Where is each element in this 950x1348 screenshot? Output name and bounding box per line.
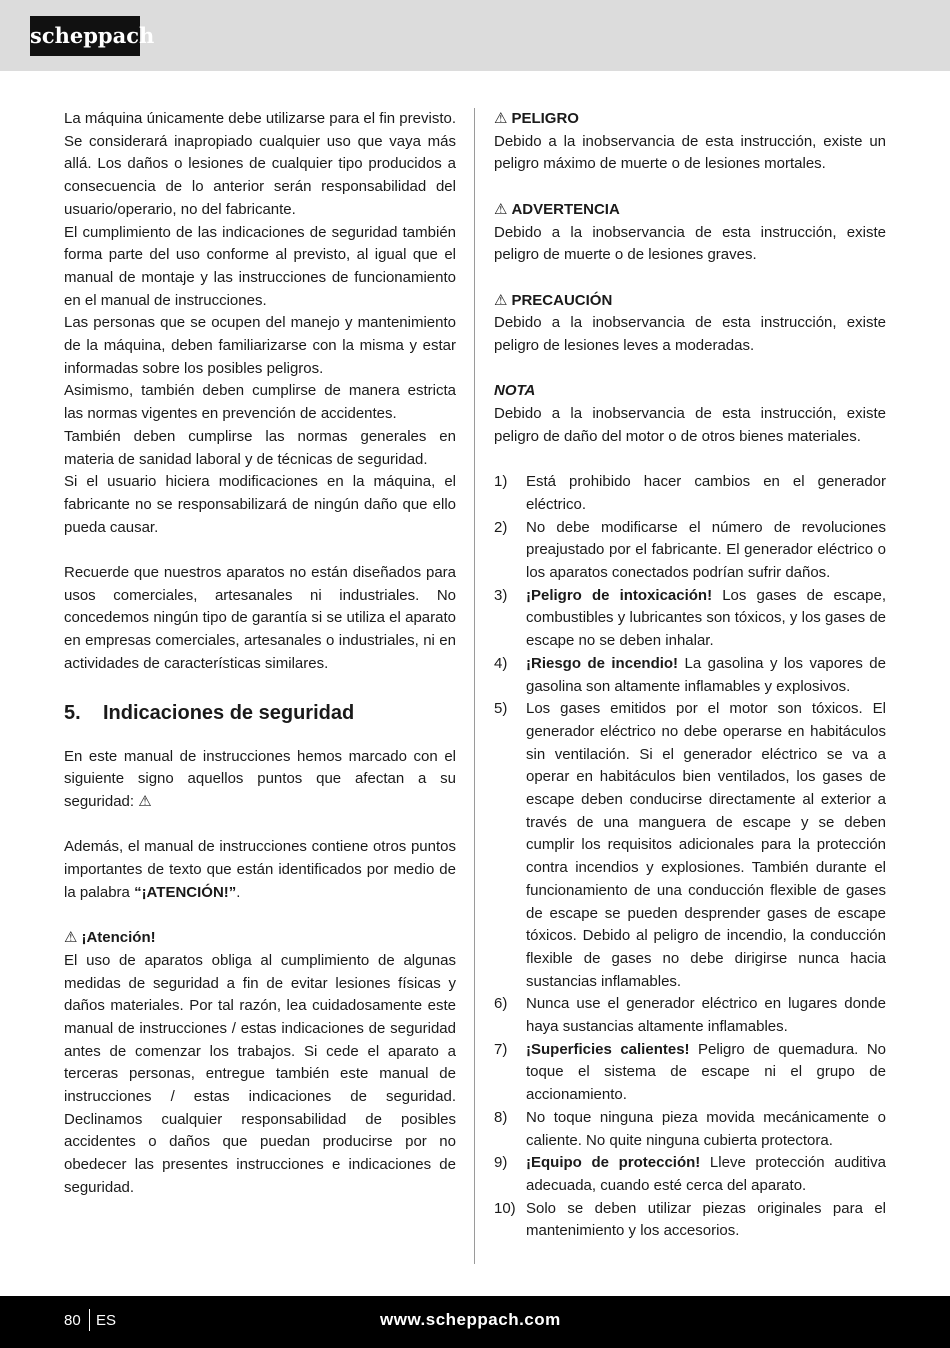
intro-paragraph: También deben cumplirse las normas generales en materia de sanidad laboral y de técnicas de seguridad. [64,427,456,468]
website-link[interactable]: www.scheppach.com [380,1310,561,1329]
list-item-number: 8) [494,1108,508,1126]
left-column [64,108,456,1200]
marked-paragraph [64,746,456,814]
intro-paragraph: Asimismo, también deben cumplirse de manera estricta las normas vigentes en prevención de accidentes. [64,382,456,423]
list-item-text: Solo se deben utilizar piezas originales para el mantenimiento y los accesorios. [526,1199,886,1240]
list-item-number: 6) [494,995,508,1013]
list-item-number: 4) [494,654,508,672]
list-item-text: Nunca use el generador eléctrico en lugares donde haya sustancias altamente inflamables. [526,995,886,1036]
section-title: Indicaciones de seguridad [103,701,355,724]
brand-logo: scheppach [30,16,140,56]
list-item-lead: ¡Equipo de protección! [526,1154,701,1172]
note-heading: NOTA [494,382,536,400]
list-item [494,471,886,516]
list-item-lead: ¡Riesgo de incendio! [526,654,679,672]
list-item-text: Los gases de escape, combustibles y lubricantes son tóxicos, y los gases de escape no se deben inhalar. [526,586,886,650]
column-divider [474,108,475,1264]
warning-triangle-icon: ⚠ [494,291,508,309]
safety-list [494,471,886,1243]
list-item [494,1039,886,1107]
list-item-number: 3) [494,586,508,604]
list-item-number: 5) [494,700,508,718]
danger-heading-text: PELIGRO [511,110,579,127]
attention-word-paragraph [64,836,456,904]
warning-heading-text: ADVERTENCIA [511,200,620,218]
list-item-number: 7) [494,1040,508,1058]
attention-heading [64,927,456,950]
attention-paragraph-suffix: . [236,883,241,901]
list-item-lead: ¡Peligro de intoxicación! [526,586,713,604]
list-item-text: Está prohibido hacer cambios en el generador eléctrico. [526,473,886,513]
warning-triangle-icon: ⚠ [494,110,508,127]
intro-paragraph: La máquina únicamente debe utilizarse para el fin previsto. Se considerará inapropiado cualquier uso que vaya más allá. Los daños o lesiones de cualquier tipo producidos a consecuencia de lo anterior serán responsabilidad del usuario/operario, no del fabricante. [64,110,456,218]
section-number: 5. [64,701,81,724]
list-item-number: 2) [494,518,508,536]
header-band [0,0,950,71]
list-item-text: Los gases emitidos por el motor son tóxicos. El generador eléctrico no debe operarse en habitáculos sin ventilación. Si el generador eléctrico se va a operar en habitáculos bien ventilados, los gases de escape deben conducirse directamente al exterior a través de una manguera de escape y se deben cumplir los requisitos adicionales para la protección contra incendios y explosiones. También durante el funcionamiento de una conducción flexible de gases de escape se pueden desprender gases de escape tóxicos. Debido al peligro de incendio, la conducción flexible de gases no debe dirigirse nunca hacia sustancias inflamables. [526,700,886,990]
danger-body: Debido a la inobservancia de esta instrucción, existe un peligro máximo de muerte o de lesiones mortales. [494,132,886,173]
right-column [494,108,886,1243]
list-item [494,517,886,585]
list-item-text: No debe modificarse el número de revoluciones preajustado por el fabricante. El generador eléctrico o los aparatos conectados podrían sufrir daños. [526,518,886,581]
intro-paragraph: Si el usuario hiciera modificaciones en la máquina, el fabricante no se responsabilizará de ningún daño que ello pueda causar. [64,473,456,536]
caution-heading-text: PRECAUCIÓN [511,291,613,309]
page-number: 80 [64,1312,81,1329]
list-item-number: 10) [494,1199,516,1217]
warning-triangle-icon: ⚠ [138,792,152,810]
warning-triangle-icon: ⚠ [494,200,508,218]
attention-paragraph-text: Además, el manual de instrucciones contiene otros puntos importantes de texto que están identificados por medio de la palabra [64,838,456,901]
section-heading [64,700,456,734]
page-separator [89,1309,90,1331]
list-item-lead: ¡Superficies calientes! [526,1040,690,1058]
list-item-text: No toque ninguna pieza movida mecánicamente o caliente. No quite ninguna cubierta protectora. [526,1108,886,1149]
language-code: ES [96,1312,117,1329]
marked-paragraph-text: En este manual de instrucciones hemos marcado con el siguiente signo aquellos puntos que afectan a su seguridad: [64,747,456,810]
danger-heading [494,108,886,131]
list-item-text: Peligro de quemadura. No toque el sistema de escape ni el grupo de accionamiento. [526,1040,886,1104]
list-item-text: Lleve protección auditiva adecuada, cuando esté cerca del aparato. [526,1154,886,1194]
list-item [494,585,886,653]
list-item [494,1198,886,1243]
warning-heading [494,199,886,222]
intro-paragraph: El cumplimiento de las indicaciones de seguridad también forma parte del uso conforme al previsto, al igual que el manual de montaje y las instrucciones de funcionamiento en el manual de instrucciones. [64,223,456,309]
warranty-paragraph: Recuerde que nuestros aparatos no están diseñados para usos comerciales, artesanales ni industriales. No concedemos ningún tipo de garantía si se utiliza el aparato en empresas comerciales, artesanales o industriales, ni en actividades de características similares. [64,564,456,672]
warning-triangle-icon: ⚠ [64,929,78,947]
note-body: Debido a la inobservancia de esta instrucción, existe peligro de daño del motor o de otros bienes materiales. [494,405,886,445]
attention-heading-text: ¡Atención! [81,929,156,947]
intro-paragraph: Las personas que se ocupen del manejo y mantenimiento de la máquina, deben familiarizarse con la misma y estar informadas sobre los posibles peligros. [64,314,456,377]
warning-body: Debido a la inobservancia de esta instrucción, existe peligro de muerte o de lesiones graves. [494,223,886,264]
attention-word: “¡ATENCIÓN!” [134,883,237,901]
footer-band [0,1296,950,1348]
list-item-text: La gasolina y los vapores de gasolina son altamente inflamables y explosivos. [526,654,886,695]
list-item [494,698,886,993]
list-item [494,1107,886,1152]
list-item-number: 1) [494,473,508,491]
list-item [494,993,886,1038]
caution-heading [494,290,886,313]
list-item [494,653,886,698]
list-item [494,1152,886,1197]
list-item-number: 9) [494,1154,508,1172]
caution-body: Debido a la inobservancia de esta instrucción, existe peligro de lesiones leves a moderadas. [494,314,886,354]
attention-body: El uso de aparatos obliga al cumplimiento de algunas medidas de seguridad a fin de evitar lesiones físicas y daños materiales. Por tal razón, lea cuidadosamente este manual de instrucciones / estas indicaciones de seguridad antes de comenzar los trabajos. Si cede el aparato a terceras personas, entregue también este manual de instrucciones / estas indicaciones de seguridad. Declinamos cualquier responsabilidad de posibles accidentes o daños que puedan producirse por no obedecer las presentes instrucciones e indicaciones de seguridad. [64,951,456,1196]
